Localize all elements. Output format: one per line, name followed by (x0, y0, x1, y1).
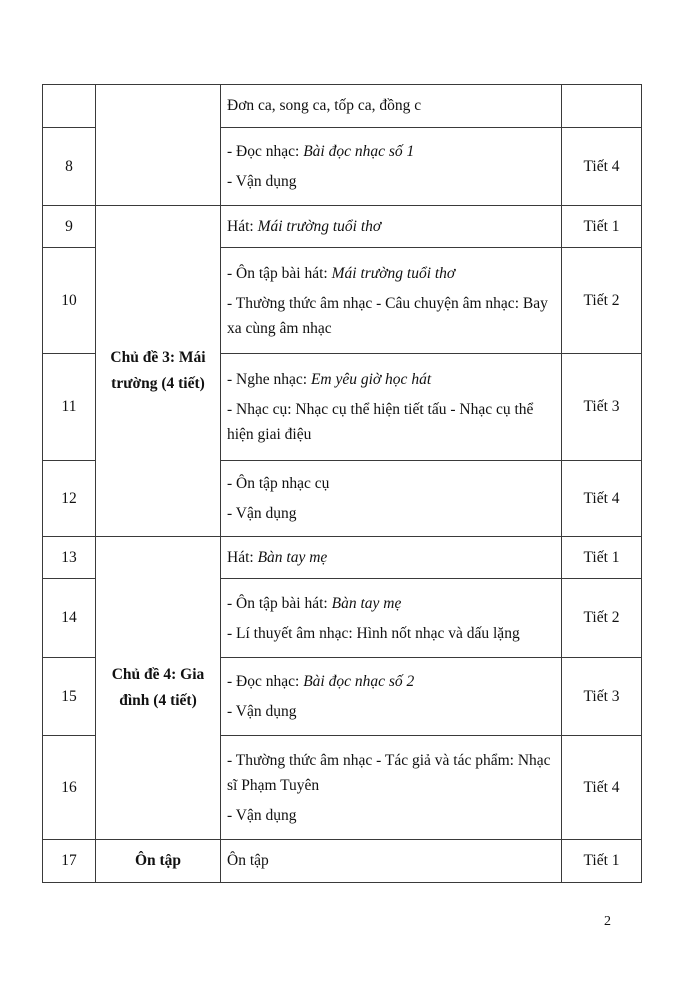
lesson-cell: Tiết 2 (562, 248, 642, 354)
lesson-cell: Tiết 2 (562, 579, 642, 658)
row-number: 16 (43, 736, 96, 840)
lesson-cell: Tiết 3 (562, 354, 642, 461)
content-cell: - Đọc nhạc: Bài đọc nhạc số 1 - Vận dụng (221, 128, 562, 206)
row-number: 13 (43, 537, 96, 579)
content-cell: - Thường thức âm nhạc - Tác giả và tác phẩm: Nhạc sĩ Phạm Tuyên - Vận dụng (221, 736, 562, 840)
topic-cell-4: Chủ đề 4: Gia đình (4 tiết) (96, 537, 221, 840)
row-number: 17 (43, 840, 96, 883)
content-cell: Ôn tập (221, 840, 562, 883)
row-number: 10 (43, 248, 96, 354)
table-row (43, 840, 642, 883)
table-row (43, 537, 642, 579)
content-cell: - Ôn tập bài hát: Mái trường tuổi thơ - Thường thức âm nhạc - Câu chuyện âm nhạc: Bay xa cùng âm nhạc (221, 248, 562, 354)
lesson-cell: Tiết 3 (562, 658, 642, 736)
lesson-cell: Tiết 4 (562, 128, 642, 206)
lesson-cell: Tiết 4 (562, 736, 642, 840)
content-cell: Hát: Bàn tay mẹ (221, 537, 562, 579)
content-cell: - Ôn tập bài hát: Bàn tay mẹ - Lí thuyết âm nhạc: Hình nốt nhạc và dấu lặng (221, 579, 562, 658)
row-number: 9 (43, 206, 96, 248)
row-number: 15 (43, 658, 96, 736)
lesson-cell: Tiết 4 (562, 461, 642, 537)
table-row (43, 85, 642, 128)
lesson-cell: Tiết 1 (562, 206, 642, 248)
lesson-cell: Tiết 1 (562, 840, 642, 883)
row-number: 14 (43, 579, 96, 658)
topic-cell-previous (96, 85, 221, 206)
row-number (43, 85, 96, 128)
content-cell: Hát: Mái trường tuổi thơ (221, 206, 562, 248)
row-number: 12 (43, 461, 96, 537)
row-number: 11 (43, 354, 96, 461)
content-cell: - Đọc nhạc: Bài đọc nhạc số 2 - Vận dụng (221, 658, 562, 736)
lesson-plan-table (42, 84, 642, 883)
row-number: 8 (43, 128, 96, 206)
page-number: 2 (604, 914, 611, 929)
topic-cell-review: Ôn tập (96, 840, 221, 883)
lesson-cell: Tiết 1 (562, 537, 642, 579)
content-cell: Đơn ca, song ca, tốp ca, đồng c (221, 85, 562, 128)
topic-cell-3: Chủ đề 3: Mái trường (4 tiết) (96, 206, 221, 537)
lesson-cell (562, 85, 642, 128)
table-row (43, 206, 642, 248)
content-cell: - Nghe nhạc: Em yêu giờ học hát - Nhạc cụ: Nhạc cụ thể hiện tiết tấu - Nhạc cụ thể hiện giai điệu (221, 354, 562, 461)
content-cell: - Ôn tập nhạc cụ - Vận dụng (221, 461, 562, 537)
